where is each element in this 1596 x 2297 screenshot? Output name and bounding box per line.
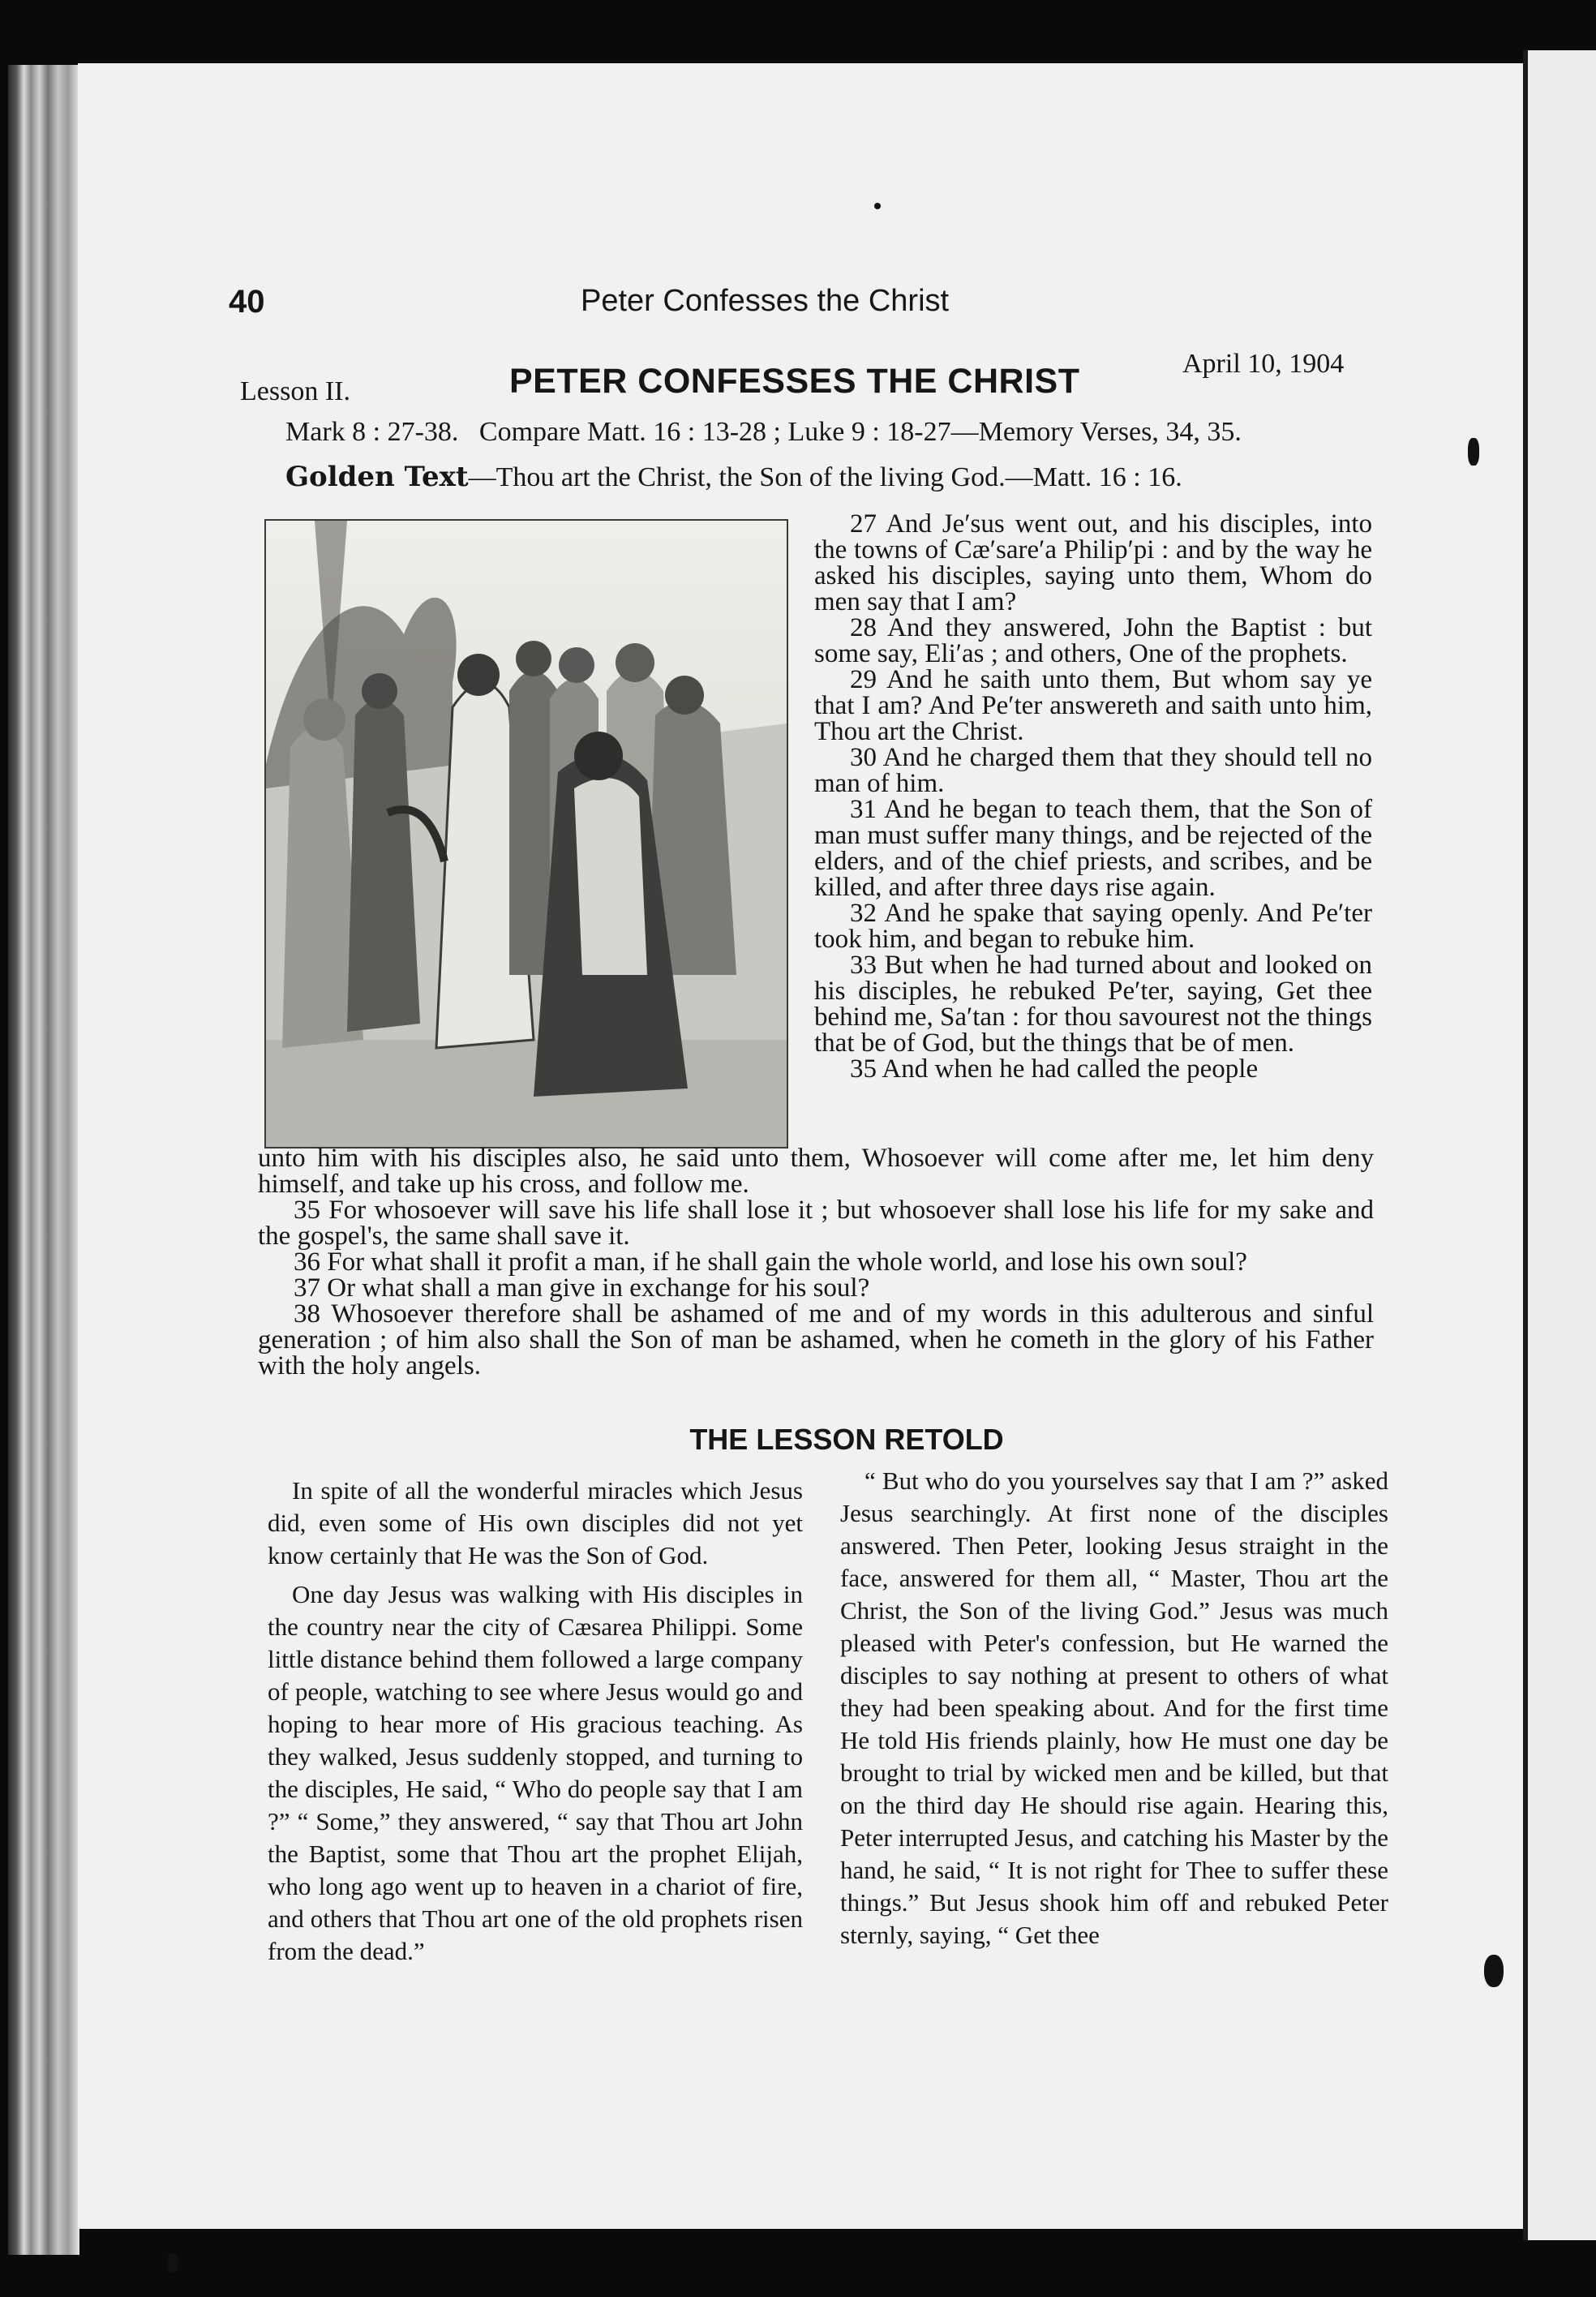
verse-continuation: unto him with his disciples also, he said unto them, Whosoever will come after me, let him deny himself, and take up his cross, and follow me. [258,1144,1374,1199]
retold-paragraph: “ But who do you yourselves say that I am ?” asked Jesus searchingly. At first none of the disciples answered. Then Peter, looking Jesus straight in the face, answered for them all, “ Master, Thou art the Christ, the Son of the living God.” Jesus was much pleased with Peter's confession, but He warned the disciples to say nothing at present to others of what they had been speaking about. And for the first time He told His friends plainly, how He must one day be brought to trial by wicked men and be killed, but that on the third day He should rise again. Hearing this, Peter interrupted Jesus, and catching his Master by the hand, he said, “ It is not right for Thee to suffer these things.” But Jesus shook him off and rebuked Peter sternly, saying, “ Get thee [840,1466,1388,1949]
running-title: Peter Confesses the Christ [581,284,950,318]
verse: 35 For whosoever will save his life shall lose it ; but whosoever shall lose his life for my sake and the gospel's, the same shall save it. [258,1196,1374,1251]
retold-left-column [268,1475,803,1974]
lesson-label: Lesson II. [240,376,350,406]
scripture-reference: Mark 8 : 27-38. Compare Matt. 16 : 13-28 ; Luke 9 : 18-27—Memory Verses, 34, 35. [285,417,1242,447]
facing-page-edge [1523,50,1596,2240]
verses-beside-illustration [814,511,1372,1082]
lesson-date: April 10, 1904 [1182,349,1345,379]
retold-heading: THE LESSON RETOLD [689,1423,1004,1456]
verse: 38 Whosoever therefore shall be ashamed of me and of my words in this adulterous and sinful generation ; of him also shall the Son of man be ashamed, when he cometh in the glory of his Father with the holy angels. [258,1299,1374,1380]
verse: 27 And Je′sus went out, and his disciples, into the towns of Cæ′sare′a Philip′pi : and by the way he asked his disciples, saying unto them, Whom do men say that I am? [814,509,1372,616]
engraving-illustration [266,521,787,1147]
verse: 30 And he charged them that they should tell no man of him. [814,743,1372,798]
verse: 28 And they answered, John the Baptist : but some say, Eli′as ; and others, One of the prophets. [814,613,1372,668]
ink-speck [1468,438,1479,466]
verse: 31 And he began to teach them, that the Son of man must suffer many things, and be rejected of the elders, and of the chief priests, and scribes, and be killed, and after three days rise again. [814,795,1372,902]
book-page-edges [8,65,79,2255]
golden-text-body: —Thou art the Christ, the Son of the living God.—Matt. 16 : 16. [468,462,1182,492]
ink-speck [167,2253,178,2273]
verse: 32 And he spake that saying openly. And Pe′ter took him, and began to rebuke him. [814,899,1372,954]
golden-text [285,461,1182,493]
verse: 33 But when he had turned about and looked on his disciples, he rebuked Pe′ter, saying, Get thee behind me, Sa′tan : for thou savourest not the things that be of God, but the things that be of men. [814,951,1372,1058]
retold-paragraph: In spite of all the wonderful miracles which Jesus did, even some of His own disciples did not yet know certainly that He was the Son of God. [268,1476,803,1569]
illustration-jesus-and-disciples [264,519,788,1148]
ink-speck [1484,1955,1504,1987]
verse: 36 For what shall it profit a man, if he shall gain the whole world, and lose his own soul? [294,1247,1247,1277]
verse: 37 Or what shall a man give in exchange for his soul? [294,1273,870,1303]
verses-full-width [258,1145,1374,1379]
ink-speck [874,203,881,209]
retold-paragraph: One day Jesus was walking with His disciples in the country near the city of Cæsarea Philippi. Some little distance behind them followed a large company of people, watching to see where Jesus would go and hoping to hear more of His gracious teaching. As they walked, Jesus suddenly stopped, and turning to the disciples, He said, “ Who do people say that I am ?” “ Some,” they answered, “ say that Thou art John the Baptist, some that Thou art the prophet Elijah, who long ago went up to heaven in a chariot of fire, and others that Thou art one of the old prophets risen from the dead.” [268,1580,803,1965]
page-number: 40 [229,284,265,320]
lesson-title: PETER CONFESSES THE CHRIST [509,362,1080,401]
retold-right-column [840,1465,1388,1958]
verse: 29 And he saith unto them, But whom say ye that I am? And Pe′ter answereth and saith unto him, Thou art the Christ. [814,665,1372,746]
golden-text-label: Golden Text [285,461,469,493]
verse: 35 And when he had called the people [850,1054,1259,1084]
